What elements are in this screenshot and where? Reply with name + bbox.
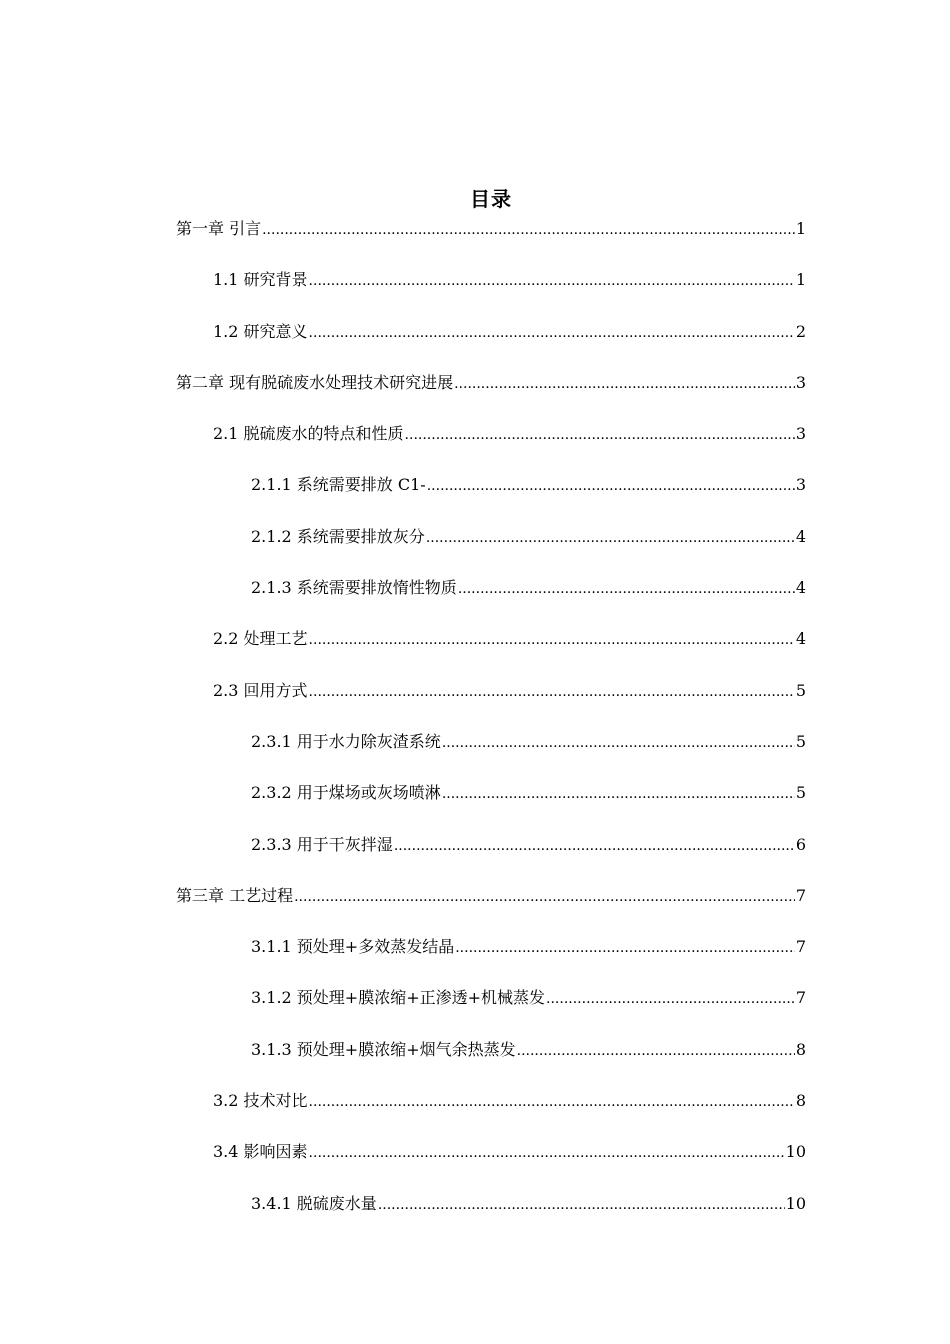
toc-dot-leader [427,470,795,502]
toc-page-number: 8 [795,1039,806,1059]
toc-dot-leader [394,830,795,862]
toc-dot-leader [517,1035,795,1067]
toc-dot-leader [309,1086,795,1118]
toc-dot-leader [378,1189,785,1221]
toc-entry-label: 3.1.3 预处理+膜浓缩+烟气余热蒸发 [251,1039,516,1059]
toc-entry-label: 2.3.2 用于煤场或灰场喷淋 [251,783,441,803]
toc-entry-label: 2.1.3 系统需要排放惰性物质 [251,578,457,598]
toc-dot-leader [262,214,795,246]
toc-page-number: 5 [795,680,806,700]
toc-dot-leader [458,573,795,605]
toc-entry-label: 2.3 回用方式 [213,680,308,700]
toc-entry[interactable] [176,418,806,469]
toc-page-number: 4 [795,578,806,598]
toc-dot-leader [442,727,795,759]
toc-title: 目录 [470,187,512,211]
toc-entry-label: 2.1.2 系统需要排放灰分 [251,526,425,546]
toc-entry[interactable] [176,829,806,880]
toc-dot-leader [405,419,795,451]
toc-entry[interactable] [176,675,806,726]
toc-entry-label: 第二章 现有脱硫废水处理技术研究进展 [176,372,454,392]
toc-entry[interactable] [176,1136,806,1187]
table-of-contents [176,213,806,1239]
toc-entry[interactable] [176,726,806,777]
toc-page-number: 1 [795,219,806,238]
toc-entry[interactable] [176,1034,806,1085]
toc-entry-label: 3.2 技术对比 [213,1091,308,1111]
toc-page-number: 10 [785,1193,806,1213]
toc-entry-label: 第一章 引言 [176,219,262,238]
toc-dot-leader [294,881,795,913]
toc-page-number: 3 [795,424,806,444]
toc-dot-leader [454,368,795,400]
toc-page-number: 7 [795,988,806,1008]
toc-entry[interactable] [176,367,806,418]
toc-entry-label: 2.3.3 用于干灰拌湿 [251,834,393,854]
toc-entry[interactable] [176,931,806,982]
toc-entry-label: 1.2 研究意义 [213,321,308,341]
toc-page-number: 3 [795,372,806,392]
toc-entry-label: 2.2 处理工艺 [213,629,308,649]
toc-entry[interactable] [176,521,806,572]
toc-entry[interactable] [176,316,806,367]
toc-entry[interactable] [176,880,806,931]
toc-dot-leader [309,624,795,656]
toc-page-number: 7 [795,937,806,957]
toc-entry[interactable] [176,1188,806,1239]
toc-page-number: 4 [795,526,806,546]
toc-dot-leader [309,265,795,297]
toc-dot-leader [546,983,795,1015]
toc-page-number: 6 [795,834,806,854]
toc-entry-label: 3.1.2 预处理+膜浓缩+正渗透+机械蒸发 [251,988,546,1008]
toc-page-number: 1 [795,270,806,290]
toc-page-number: 10 [785,1142,806,1162]
toc-entry[interactable] [176,982,806,1033]
toc-page-number: 5 [795,783,806,803]
toc-entry-label: 第三章 工艺过程 [176,885,294,905]
toc-dot-leader [426,522,795,554]
toc-entry[interactable] [176,777,806,828]
toc-dot-leader [309,1137,785,1169]
toc-page-number: 2 [795,321,806,341]
toc-entry-label: 3.4 影响因素 [213,1142,308,1162]
toc-page-number: 3 [795,475,806,495]
toc-entry[interactable] [176,264,806,315]
toc-entry[interactable] [176,469,806,520]
toc-entry[interactable] [176,572,806,623]
toc-page-number: 4 [795,629,806,649]
toc-dot-leader [309,676,795,708]
toc-entry-label: 2.3.1 用于水力除灰渣系统 [251,731,441,751]
toc-page-number: 5 [795,731,806,751]
toc-entry-label: 1.1 研究背景 [213,270,308,290]
toc-entry-label: 3.1.1 预处理+多效蒸发结晶 [251,937,455,957]
toc-entry-label: 2.1 脱硫废水的特点和性质 [213,424,404,444]
toc-entry-label: 2.1.1 系统需要排放 C1- [251,475,426,495]
toc-dot-leader [442,778,795,810]
toc-entry[interactable] [176,213,806,264]
toc-dot-leader [455,932,795,964]
toc-entry[interactable] [176,623,806,674]
toc-page-number: 7 [795,885,806,905]
toc-entry-label: 3.4.1 脱硫废水量 [251,1193,377,1213]
toc-dot-leader [309,317,795,349]
toc-entry[interactable] [176,1085,806,1136]
toc-page-number: 8 [795,1091,806,1111]
